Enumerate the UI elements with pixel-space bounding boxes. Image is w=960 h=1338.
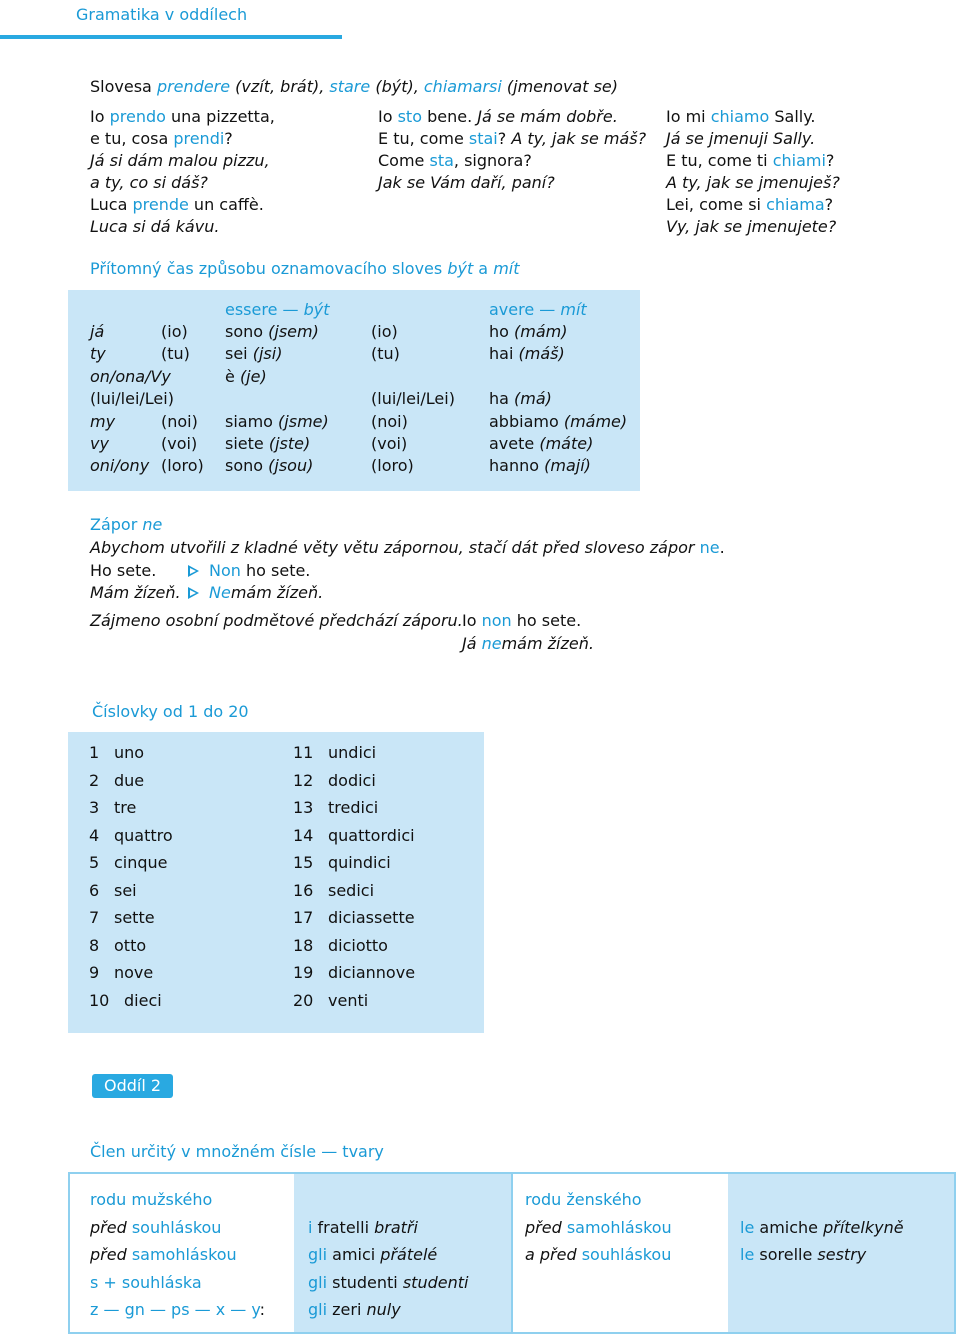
text-run: chiami <box>772 151 826 170</box>
text-run: (mám) <box>514 322 568 341</box>
examples-col-stare <box>378 106 646 194</box>
text-run: sono <box>225 456 269 476</box>
number-digit: 9 <box>89 963 100 982</box>
text-run: být <box>303 300 330 319</box>
text-run: mít <box>560 300 587 319</box>
number-word: diciannove <box>328 963 416 982</box>
avere-form <box>489 388 552 410</box>
text-run: přítelkyně <box>823 1217 904 1237</box>
text-run: gli <box>308 1300 328 1319</box>
number-item <box>293 825 415 847</box>
text-run: ne <box>699 538 720 557</box>
text-line <box>666 150 840 172</box>
text-run: a před <box>525 1245 582 1264</box>
text-run: mít <box>493 259 520 278</box>
text-line <box>378 150 646 172</box>
text-run: prendere <box>156 77 231 96</box>
text-run: Io mi <box>666 107 711 126</box>
text-run: Lei, come si <box>666 195 767 214</box>
number-digit: 6 <box>89 880 100 900</box>
text-run: Slovesa <box>90 77 157 96</box>
text-line <box>308 1214 511 1242</box>
text-run: (jmenovat se) <box>501 77 618 96</box>
text-line <box>90 1296 294 1324</box>
avere-form <box>489 343 565 365</box>
number-item <box>89 797 136 819</box>
number-word: venti <box>328 990 369 1010</box>
text-run: ? <box>224 129 233 148</box>
number-word: dieci <box>124 990 162 1010</box>
it-pronoun: (tu) <box>371 344 400 364</box>
text-run: zeri <box>327 1300 367 1319</box>
text-run: sta <box>429 151 454 170</box>
number-digit: 17 <box>293 908 314 927</box>
text-line <box>90 1186 294 1214</box>
it-pronoun: (loro) <box>371 456 414 476</box>
number-item <box>293 852 391 874</box>
number-word: quindici <box>328 853 391 872</box>
number-item <box>89 852 168 874</box>
number-word: cinque <box>114 853 168 872</box>
number-item <box>89 962 153 984</box>
present-tense-title <box>90 258 520 280</box>
text-run: studenti <box>402 1272 469 1292</box>
text-run: Jak se Vám daří, paní? <box>378 173 555 192</box>
text-line <box>525 1241 730 1269</box>
text-run: hai <box>489 344 519 364</box>
it-pronoun: (noi) <box>161 411 198 431</box>
pronoun-rule: Zájmeno osobní podmětové předchází záporu. <box>90 611 463 630</box>
text-run: i <box>308 1217 313 1237</box>
text-line <box>666 172 840 194</box>
text-run: bratři <box>374 1217 418 1237</box>
text-run: Io <box>90 107 110 126</box>
text-run: před <box>90 1217 132 1237</box>
text-run: una pizzetta, <box>165 107 275 126</box>
number-digit: 14 <box>293 825 314 845</box>
examples-col-chiamarsi <box>666 106 840 238</box>
text-run: chiamo <box>710 107 770 126</box>
text-run: (je) <box>239 366 267 386</box>
text-run: e tu, cosa <box>90 129 174 148</box>
text-run: před <box>525 1217 567 1237</box>
text-run: Já se mám dobře. <box>477 107 618 126</box>
number-item <box>293 907 415 929</box>
number-item <box>293 962 415 984</box>
text-run: sei <box>225 344 253 364</box>
pronoun-example-1 <box>462 610 581 632</box>
text-run: ho sete. <box>511 611 582 630</box>
number-item <box>89 935 146 957</box>
number-word: tredici <box>328 798 379 817</box>
text-run: a ty, co si dáš? <box>90 173 208 192</box>
text-run: le <box>740 1245 755 1264</box>
text-run: ne <box>142 515 163 534</box>
number-item <box>293 935 388 957</box>
text-run: Io <box>462 611 482 630</box>
text-run: siamo <box>225 411 279 431</box>
it-pronoun: (lui/lei/Lei) <box>371 389 455 409</box>
text-run: ho <box>489 322 515 341</box>
text-run: (být), <box>370 77 424 96</box>
it-pronoun: (io) <box>161 322 188 341</box>
text-run: ? <box>497 129 512 148</box>
cz-pronoun: já <box>90 322 105 341</box>
article-col-feminine-rule <box>511 1174 730 1332</box>
text-run: studenti <box>327 1272 403 1292</box>
text-line <box>90 1269 294 1297</box>
text-line <box>525 1214 730 1242</box>
text-line <box>378 128 646 150</box>
text-line <box>525 1186 730 1214</box>
text-run: souhláskou <box>131 1217 222 1237</box>
text-run: sestry <box>817 1245 867 1264</box>
it-pronoun: (loro) <box>161 456 204 476</box>
text-run: gli <box>308 1245 328 1264</box>
text-run: ho sete. <box>240 561 311 580</box>
arrow-icon <box>188 565 199 577</box>
negative-example <box>209 561 310 580</box>
text-run: E tu, come ti <box>666 151 773 170</box>
text-run: un caffè. <box>188 195 264 214</box>
cz-pronoun: ty <box>90 344 106 364</box>
text-run: . <box>719 538 725 557</box>
text-run: (mají) <box>544 456 591 476</box>
negation-example-2 <box>90 582 323 604</box>
text-run: prendo <box>109 107 166 126</box>
text-run: sorelle <box>754 1245 818 1264</box>
text-run: siete <box>225 434 269 453</box>
text-run: prendi <box>173 129 225 148</box>
section-badge: Oddíl 2 <box>92 1074 173 1098</box>
text-run: Abychom utvořili z kladné věty větu zápornou, stačí dát před sloveso zápor <box>90 538 700 557</box>
number-word: quattro <box>114 825 173 845</box>
text-run: (vzít, brát), <box>230 77 330 96</box>
text-run: (jsem) <box>268 322 319 341</box>
text-line <box>378 172 646 194</box>
essere-form <box>225 321 319 343</box>
text-run: A ty, jak se jmenuješ? <box>666 173 840 192</box>
text-line <box>308 1241 511 1269</box>
text-run: A ty, jak se máš? <box>511 129 647 148</box>
number-digit: 13 <box>293 798 314 817</box>
number-digit: 19 <box>293 963 314 982</box>
text-run: mám žízeň. <box>230 583 324 602</box>
text-run: Luca si dá kávu. <box>90 217 220 236</box>
number-item <box>89 770 144 792</box>
text-run: Ne <box>209 583 231 602</box>
text-run: rodu mužského <box>90 1190 213 1209</box>
number-word: diciassette <box>328 908 415 927</box>
number-digit: 10 <box>89 990 110 1010</box>
text-run: amiche <box>754 1217 824 1237</box>
number-item <box>293 770 376 792</box>
text-run: Non <box>209 561 241 580</box>
text-run: stai <box>468 129 498 148</box>
text-line <box>666 216 840 238</box>
col-head-essere <box>225 299 330 321</box>
page-header-title: Gramatika v oddílech <box>76 5 248 24</box>
text-run: mám žízeň. <box>501 634 594 653</box>
text-run: před <box>90 1245 132 1264</box>
it-pronoun: (io) <box>371 322 398 341</box>
cz-pronoun: oni/ony <box>90 456 150 476</box>
text-run: (jste) <box>268 434 311 453</box>
number-digit: 4 <box>89 825 100 845</box>
text-run: Vy, jak se jmenujete? <box>666 217 837 236</box>
text-run: a <box>473 259 494 278</box>
cz-pronoun: on/ona/Vy <box>90 366 171 386</box>
essere-form <box>225 455 313 477</box>
text-line <box>90 150 275 172</box>
text-line <box>740 1214 954 1242</box>
text-run: essere — <box>225 300 304 319</box>
number-item <box>293 880 374 902</box>
text-run: Io <box>378 107 398 126</box>
avere-form <box>489 455 591 477</box>
number-word: sette <box>114 908 155 927</box>
text-run: Zápor <box>90 515 143 534</box>
text-run: přátelé <box>380 1245 438 1264</box>
it-pronoun: (voi) <box>161 434 198 453</box>
text-run: sto <box>397 107 422 126</box>
number-word: undici <box>328 743 377 762</box>
number-digit: 11 <box>293 743 314 762</box>
text-run: Come <box>378 151 430 170</box>
number-word: dodici <box>328 770 376 790</box>
affirmative-example: Mám žízeň. <box>90 583 181 602</box>
number-word: uno <box>114 743 145 762</box>
examples-col-prendere <box>90 106 275 238</box>
number-word: tre <box>114 798 137 817</box>
text-run: být <box>447 259 474 278</box>
col-head-avere <box>489 299 587 321</box>
cz-pronoun: vy <box>90 434 109 453</box>
text-run: gli <box>308 1272 328 1292</box>
text-line <box>666 106 840 128</box>
pronoun-example-2 <box>462 633 594 655</box>
text-line <box>90 128 275 150</box>
text-run: samohláskou <box>566 1217 672 1237</box>
number-word: nove <box>114 963 154 982</box>
number-digit: 1 <box>89 743 100 762</box>
negative-example <box>209 583 323 602</box>
text-run: : <box>259 1300 266 1319</box>
text-run: (má) <box>514 389 552 409</box>
number-word: quattordici <box>328 825 415 845</box>
text-run: rodu ženského <box>525 1190 642 1209</box>
it-pronoun: (tu) <box>161 344 190 364</box>
text-run: sono <box>225 322 269 341</box>
negation-title <box>90 514 162 536</box>
text-run: Já <box>462 634 482 653</box>
header-divider <box>0 35 342 39</box>
text-run: ? <box>825 151 835 170</box>
avere-form <box>489 433 593 455</box>
avere-form <box>489 411 627 433</box>
text-line <box>90 1214 294 1242</box>
number-digit: 7 <box>89 908 100 927</box>
text-run: (máme) <box>563 411 628 431</box>
number-item <box>89 742 144 764</box>
number-item <box>293 797 378 819</box>
text-line <box>308 1186 511 1214</box>
article-col-masculine-examples <box>294 1174 511 1332</box>
it-pronoun: (voi) <box>371 434 408 453</box>
text-line <box>378 106 646 128</box>
text-line <box>90 172 275 194</box>
text-run: Přítomný čas způsobu oznamovacího sloves <box>90 259 448 278</box>
text-run: souhláskou <box>581 1245 672 1264</box>
number-digit: 15 <box>293 853 314 872</box>
number-word: otto <box>114 935 147 955</box>
text-run: nuly <box>366 1300 401 1319</box>
article-col-masculine-rule <box>70 1174 294 1332</box>
number-word: sedici <box>328 880 375 900</box>
article-col-feminine-examples <box>728 1174 954 1332</box>
negation-example-1 <box>90 560 310 582</box>
number-word: due <box>114 770 145 790</box>
affirmative-example: Ho sete. <box>90 561 157 580</box>
text-run: z — gn — ps — x — y <box>90 1300 260 1319</box>
cz-pronoun: (lui/lei/Lei) <box>90 389 174 409</box>
number-item <box>89 825 173 847</box>
text-line <box>740 1186 954 1214</box>
text-run: , signora? <box>453 151 532 170</box>
essere-form <box>225 433 310 455</box>
number-item <box>89 880 137 902</box>
text-run: (máš) <box>518 344 565 364</box>
text-run: samohláskou <box>131 1245 237 1264</box>
text-run: bene. <box>422 107 478 126</box>
verbs-intro <box>90 76 618 98</box>
cz-pronoun: my <box>90 411 116 431</box>
numbers-title: Číslovky od 1 do 20 <box>92 702 249 721</box>
number-item <box>89 907 155 929</box>
essere-form <box>225 343 282 365</box>
number-word: diciotto <box>328 935 388 955</box>
number-digit: 20 <box>293 990 314 1010</box>
text-run: s + souhláska <box>90 1272 202 1292</box>
text-run: amici <box>327 1245 381 1264</box>
conjugation-table <box>68 290 640 491</box>
text-run: Sally. <box>769 107 816 126</box>
text-run: chiama <box>766 195 825 214</box>
text-run: ha <box>489 389 515 409</box>
text-run: prende <box>132 195 189 214</box>
text-run: Já si dám malou pizzu, <box>90 151 270 170</box>
number-digit: 8 <box>89 935 100 955</box>
text-run: (jsou) <box>268 456 314 476</box>
number-digit: 3 <box>89 798 100 817</box>
text-run: chiamarsi <box>423 77 502 96</box>
numbers-table <box>68 732 484 1033</box>
it-pronoun: (noi) <box>371 411 408 431</box>
number-item <box>293 742 376 764</box>
text-run: hanno <box>489 456 545 476</box>
number-digit: 16 <box>293 880 314 900</box>
number-word: sei <box>114 880 137 900</box>
essere-form <box>225 411 329 433</box>
text-run: E tu, come <box>378 129 469 148</box>
text-line <box>90 194 275 216</box>
number-digit: 12 <box>293 770 314 790</box>
essere-form <box>225 366 267 388</box>
text-line <box>740 1241 954 1269</box>
text-run: (jsme) <box>278 411 329 431</box>
text-line <box>308 1269 511 1297</box>
number-item <box>293 990 368 1012</box>
text-run: avete <box>489 434 540 453</box>
text-run: è <box>225 366 240 386</box>
text-run: (jsi) <box>252 344 283 364</box>
text-line <box>90 216 275 238</box>
text-line <box>308 1296 511 1324</box>
text-line <box>666 128 840 150</box>
number-digit: 5 <box>89 853 100 872</box>
negation-rule <box>90 537 725 559</box>
article-title: Člen určitý v množném čísle — tvary <box>90 1142 384 1161</box>
arrow-icon <box>188 587 199 599</box>
text-run: (máte) <box>539 434 594 453</box>
text-line <box>90 1241 294 1269</box>
article-forms-table <box>68 1172 956 1334</box>
text-line <box>666 194 840 216</box>
text-run: ? <box>824 195 834 214</box>
number-digit: 18 <box>293 935 314 955</box>
text-run: abbiamo <box>489 411 564 431</box>
text-run: avere — <box>489 300 561 319</box>
text-run: ne <box>481 634 502 653</box>
text-run: stare <box>329 77 371 96</box>
number-digit: 2 <box>89 770 100 790</box>
avere-form <box>489 321 567 343</box>
number-item <box>89 990 162 1012</box>
text-run: Já se jmenuji Sally. <box>666 129 816 148</box>
text-run: le <box>740 1217 755 1237</box>
text-run: Luca <box>90 195 133 214</box>
text-line <box>90 106 275 128</box>
text-run: non <box>481 611 512 630</box>
text-run: fratelli <box>312 1217 375 1237</box>
